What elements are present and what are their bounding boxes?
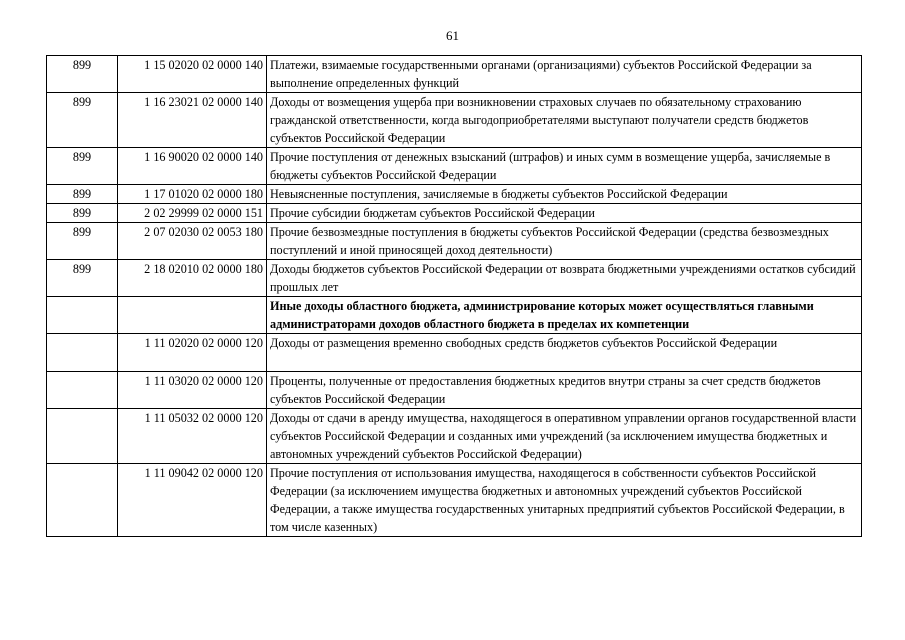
table-row (47, 204, 862, 223)
budget-code-cell: 1 16 23021 02 0000 140 (118, 93, 267, 148)
revenue-name-cell: Невыясненные поступления, зачисляемые в бюджеты субъектов Российской Федерации (267, 185, 862, 204)
admin-code-cell (47, 372, 118, 409)
admin-code-cell: 899 (47, 56, 118, 93)
revenue-name-cell: Проценты, полученные от предоставления бюджетных кредитов внутри страны за счет средств бюджетов субъектов Российской Федерации (267, 372, 862, 409)
budget-code-cell: 1 17 01020 02 0000 180 (118, 185, 267, 204)
admin-code-cell: 899 (47, 93, 118, 148)
revenue-name-cell: Платежи, взимаемые государственными органами (организациями) субъектов Российской Федерации за выполнение определенных функций (267, 56, 862, 93)
page-number: 61 (446, 28, 459, 43)
admin-code-cell (47, 297, 118, 334)
admin-code-cell: 899 (47, 260, 118, 297)
revenue-name-cell: Прочие поступления от использования имущества, находящегося в собственности субъектов Российской Федерации (за исключением имущества бюджетных и автономных учреждений субъектов Российской Федерации, а также имущества государственных унитарных предприятий субъектов Российской Федерации, в том числе казенных) (267, 464, 862, 537)
admin-code-cell (47, 334, 118, 372)
table-row (47, 223, 862, 260)
table-row (47, 334, 862, 372)
budget-code-cell: 1 15 02020 02 0000 140 (118, 56, 267, 93)
revenue-name-cell: Доходы от размещения временно свободных средств бюджетов субъектов Российской Федерации (267, 334, 862, 372)
admin-code-cell: 899 (47, 204, 118, 223)
table-row (47, 56, 862, 93)
admin-code-cell (47, 464, 118, 537)
budget-code-cell: 1 16 90020 02 0000 140 (118, 148, 267, 185)
table-row (47, 260, 862, 297)
table-row (47, 372, 862, 409)
budget-code-cell: 1 11 03020 02 0000 120 (118, 372, 267, 409)
budget-code-cell (118, 297, 267, 334)
table-row (47, 464, 862, 537)
admin-code-cell (47, 409, 118, 464)
budget-code-cell: 2 07 02030 02 0053 180 (118, 223, 267, 260)
table-row (47, 148, 862, 185)
table-row (47, 93, 862, 148)
section-header-row (47, 297, 862, 334)
revenue-codes-table (46, 55, 862, 537)
revenue-name-cell: Доходы от сдачи в аренду имущества, находящегося в оперативном управлении органов государственной власти субъектов Российской Федерации и созданных ими учреждений (за исключением имущества бюджетных и автономных учреждений субъектов Российской Федерации) (267, 409, 862, 464)
budget-code-cell: 1 11 05032 02 0000 120 (118, 409, 267, 464)
revenue-name-cell: Доходы бюджетов субъектов Российской Федерации от возврата бюджетными учреждениями остатков субсидий прошлых лет (267, 260, 862, 297)
budget-code-cell: 2 02 29999 02 0000 151 (118, 204, 267, 223)
admin-code-cell: 899 (47, 223, 118, 260)
budget-code-cell: 2 18 02010 02 0000 180 (118, 260, 267, 297)
budget-code-cell: 1 11 02020 02 0000 120 (118, 334, 267, 372)
revenue-name-cell: Прочие поступления от денежных взысканий (штрафов) и иных сумм в возмещение ущерба, зачисляемые в бюджеты субъектов Российской Федерации (267, 148, 862, 185)
table-row (47, 185, 862, 204)
section-heading: Иные доходы областного бюджета, администрирование которых может осуществляться главными администраторами доходов областного бюджета в пределах их компетенции (267, 297, 862, 334)
revenue-name-cell: Прочие субсидии бюджетам субъектов Российской Федерации (267, 204, 862, 223)
admin-code-cell: 899 (47, 185, 118, 204)
admin-code-cell: 899 (47, 148, 118, 185)
revenue-name-cell: Доходы от возмещения ущерба при возникновении страховых случаев по обязательному страхованию гражданской ответственности, когда выгодоприобретателями выступают получатели средств бюджетов субъектов Российской Федерации (267, 93, 862, 148)
budget-code-cell: 1 11 09042 02 0000 120 (118, 464, 267, 537)
table-row (47, 409, 862, 464)
revenue-name-cell: Прочие безвозмездные поступления в бюджеты субъектов Российской Федерации (средства безвозмездных поступлений и иной приносящей доход деятельности) (267, 223, 862, 260)
